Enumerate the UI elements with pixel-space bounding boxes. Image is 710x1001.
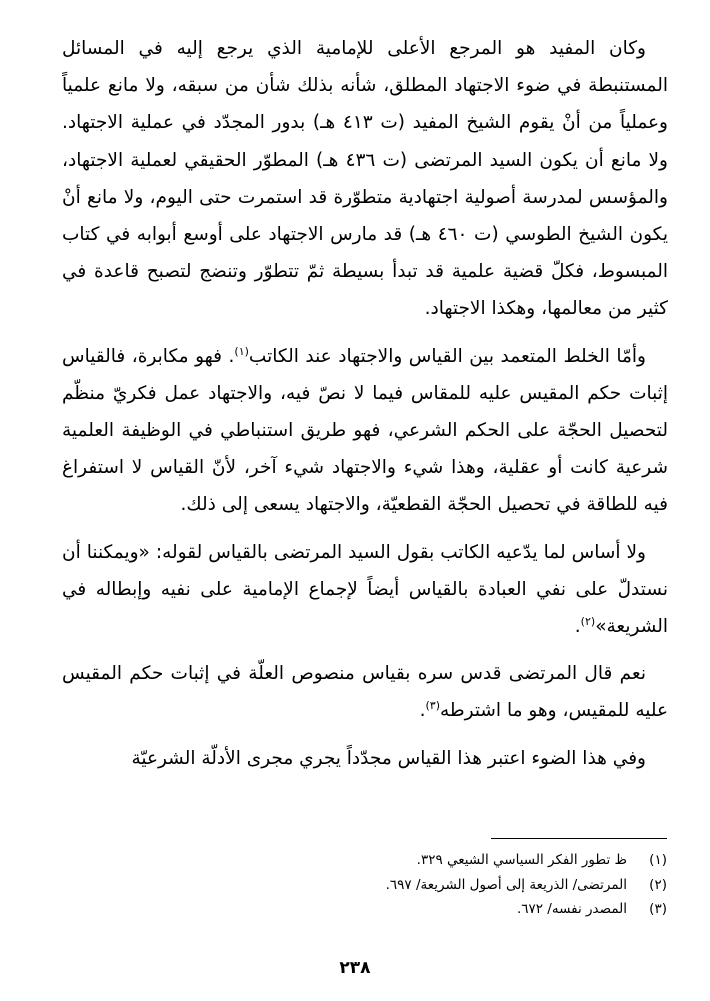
paragraph-1-text: وكان المفيد هو المرجع الأعلى للإمامية الذي يرجع إليه في المسائل المستنبطة في ضوء الاجتهاد المطلق، شأنه بذلك شأن من سبقه، ولا مانع علمياً وعملياً من أنْ يقوم الشيخ المفيد (ت ٤١٣ هـ) بدور المجدّد في عملية الاجتهاد. ولا مانع أن يكون السيد المرتضى (ت ٤٣٦ هـ) المطوّر الحقيقي لعملية الاجتهاد، والمؤسس لمدرسة أصولية اجتهادية متطوّرة قد استمرت حتى اليوم، ولا مانع أنْ يكون الشيخ الطوسي (ت ٤٦٠ هـ) قد مارس الاجتهاد على أوسع أبوابه في كتاب المبسوط، فكلّ قضية علمية قد تبدأ بسيطة ثمّ تتطوّر وتنضج لتصبح قاعدة في كثير من معالمها، وهكذا الاجتهاد. bbox=[62, 38, 669, 320]
footnote-3 bbox=[107, 897, 667, 922]
paragraph-1 bbox=[62, 30, 668, 328]
main-text bbox=[62, 30, 668, 787]
paragraph-2-text-start: وأمّا الخلط المتعمد بين القياس والاجتهاد عند الكاتب bbox=[248, 345, 646, 367]
paragraph-2-text-end: . فهو مكابرة، فالقياس إثبات حكم المقيس عليه للمقاس فيما لا نصّ فيه، والاجتهاد عمل فكريّ منظّم لتحصيل الحجّة على الحكم الشرعي، فهو طريق استنباطي في الوظيفة العلمية شرعية كانت أو عقلية، وهذا شيء والاجتهاد شيء آخر، لأنّ القياس لا استفراغ فيه للطاقة في تحصيل الحجّة القطعيّة، والاجتهاد يسعى إلى ذلك. bbox=[62, 345, 668, 516]
footnote-3-number: (٣) bbox=[649, 901, 667, 917]
paragraph-4 bbox=[62, 655, 668, 729]
paragraph-4-text: نعم قال المرتضى قدس سره بقياس منصوص العلّة في إثبات حكم المقيس عليه للمقيس، وهو ما اشترطه bbox=[62, 663, 668, 722]
paragraph-3-text: ولا أساس لما يدّعيه الكاتب بقول السيد المرتضى بالقياس لقوله: «ويمكننا أن نستدلّ على نفي العبادة بالقياس أيضاً لإجماع الإمامية على نفيه وإبطاله في الشريعة» bbox=[62, 541, 668, 638]
footnote-2-number: (٢) bbox=[649, 876, 667, 893]
paragraph-4-text-end: . bbox=[419, 700, 426, 722]
footnote-1-text: ظ تطور الفكر السياسي الشيعي ٣٢٩. bbox=[416, 852, 627, 868]
footnote-reference-3: (٣) bbox=[425, 699, 440, 713]
footnote-reference-2: (٢) bbox=[580, 614, 596, 628]
page-number: ٢٣٨ bbox=[339, 958, 371, 978]
footnote-1 bbox=[107, 848, 667, 873]
paragraph-2 bbox=[62, 338, 668, 524]
paragraph-3 bbox=[62, 534, 668, 646]
footnote-1-number: (١) bbox=[649, 852, 667, 868]
footnote-3-text: المصدر نفسه/ ٦٧٢. bbox=[516, 901, 627, 917]
paragraph-5-text: وفي هذا الضوء اعتبر هذا القياس مجدّداً يجري مجرى الأدلّة الشرعيّة bbox=[131, 747, 646, 769]
footnote-reference-1: (١) bbox=[234, 344, 249, 358]
footnote-2-text: المرتضى/ الذريعة إلى أصول الشريعة/ ٦٩٧. bbox=[385, 876, 627, 893]
footnote-2 bbox=[107, 873, 667, 898]
paragraph-3-text-end: . bbox=[574, 616, 581, 638]
paragraph-5 bbox=[62, 740, 668, 777]
footnote-separator bbox=[491, 838, 667, 839]
footnotes bbox=[107, 848, 667, 922]
